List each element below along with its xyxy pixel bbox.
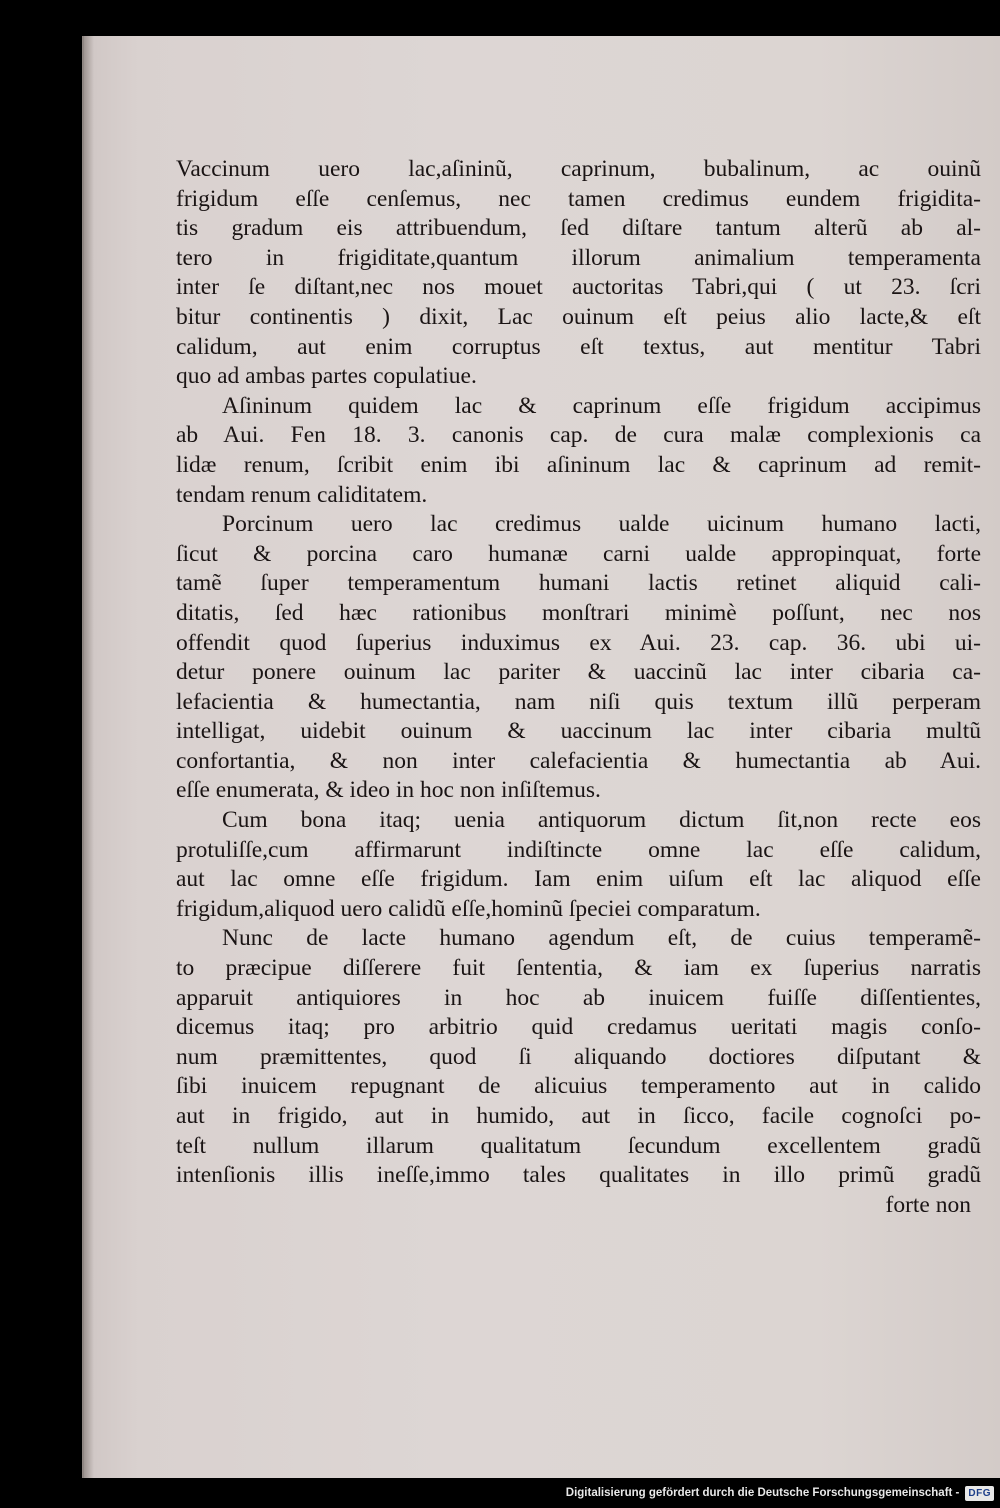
text-line: intelligat, uidebit ouinum & uaccinum lac inter cibaria multũ (176, 718, 981, 745)
text-line: Cum bona itaq; uenia antiquorum dictum ſit,non recte eos (222, 807, 981, 834)
dfg-logo-icon: DFG (965, 1486, 994, 1501)
text-line: Vaccinum uero lac,aſininũ, caprinum, bubalinum, ac ouinũ (176, 156, 981, 182)
text-line: teſt nullum illarum qualitatum ſecundum excellentem gradũ (176, 1132, 981, 1159)
body-text (176, 155, 981, 1220)
catchword: forte non (885, 1191, 971, 1218)
text-line: protuliſſe,cum affirmarunt indiſtincte omne lac eſſe calidum, (176, 836, 981, 863)
text-line: Porcinum uero lac credimus ualde uicinum humano lacti, (222, 511, 981, 538)
text-line: ab Aui. Fen 18. 3. canonis cap. de cura malæ complexionis ca (176, 422, 981, 449)
text-line: tendam renum caliditatem. (176, 481, 428, 508)
text-line: tamẽ ſuper temperamentum humani lactis retinet aliquid cali- (176, 570, 981, 597)
text-line: aut lac omne eſſe frigidum. Iam enim uiſum eſt lac aliquod eſſe (176, 866, 981, 893)
text-line: calidum, aut enim corruptus eſt textus, aut mentitur Tabri (176, 333, 981, 360)
text-line: lefacientia & humectantia, nam niſi quis textum illũ perperam (176, 688, 981, 715)
text-line: aut in frigido, aut in humido, aut in ſicco, facile cognoſci po- (176, 1103, 981, 1129)
text-line: apparuit antiquiores in hoc ab inuicem fuiſſe diſſentientes, (176, 984, 981, 1011)
funding-credit: Digitalisierung gefördert durch die Deutsche Forschungsgemeinschaft - (565, 1487, 960, 1499)
text-line: Aſininum quidem lac & caprinum eſſe frigidum accipimus (222, 392, 981, 419)
text-line: tero in frigiditate,quantum illorum animalium temperamenta (176, 244, 981, 271)
digitization-footer (566, 1482, 994, 1504)
page-gutter-shadow (84, 36, 94, 1478)
text-line: eſſe enumerata, & ideo in hoc non inſiſtemus. (176, 777, 601, 804)
text-line: ſibi inuicem repugnant de alicuius temperamento aut in calido (176, 1073, 981, 1100)
text-line: ditatis, ſed hæc rationibus monſtrari minimè poſſunt, nec nos (176, 599, 981, 626)
text-line: offendit quod ſuperius induximus ex Aui. 23. cap. 36. ubi ui- (176, 629, 981, 656)
text-line: ſicut & porcina caro humanæ carni ualde appropinquat, forte (176, 540, 981, 567)
text-line: to præcipue diſſerere fuit ſententia, & iam ex ſuperius narratis (176, 955, 981, 982)
text-line: dicemus itaq; pro arbitrio quid credamus ueritati magis conſo- (176, 1014, 981, 1041)
text-line: num præmittentes, quod ſi aliquando doctiores diſputant & (176, 1043, 981, 1070)
text-line: confortantia, & non inter calefacientia & humectantia ab Aui. (176, 747, 981, 774)
text-line: bitur continentis ) dixit, Lac ouinum eſt peius alio lacte,& eſt (176, 303, 981, 330)
text-line: quo ad ambas partes copulatiue. (176, 363, 477, 390)
text-line: Nunc de lacte humano agendum eſt, de cuius temperamẽ- (222, 925, 981, 952)
text-line: frigidum eſſe cenſemus, nec tamen credimus eundem frigidita- (176, 185, 981, 212)
text-line: lidæ renum, ſcribit enim ibi aſininum lac & caprinum ad remit- (176, 451, 981, 478)
text-line: intenſionis illis ineſſe,immo tales qualitates in illo primũ gradũ (176, 1162, 981, 1189)
text-line: inter ſe diſtant,nec nos mouet auctoritas Tabri,qui ( ut 23. ſcri (176, 274, 981, 301)
text-line: tis gradum eis attribuendum, ſed diſtare tantum alterũ ab al- (176, 215, 981, 242)
text-line: detur ponere ouinum lac pariter & uaccinũ lac inter cibaria ca- (176, 659, 981, 686)
text-line: frigidum,aliquod uero calidũ eſſe,hominũ ſpeciei comparatum. (176, 895, 761, 922)
